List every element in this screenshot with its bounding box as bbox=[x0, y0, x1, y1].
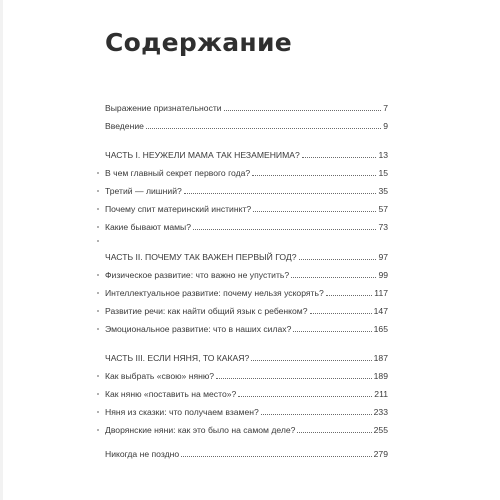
toc-entry-label: Эмоциональное развитие: что в наших силах? bbox=[105, 324, 292, 334]
page-title: Содержание bbox=[105, 28, 293, 57]
bullet-mark bbox=[97, 411, 99, 413]
toc-entry-label: Никогда не поздно bbox=[105, 449, 180, 459]
toc-entry-page: 9 bbox=[383, 121, 388, 131]
dot-leader bbox=[238, 396, 372, 397]
toc-entry-label: Дворянские няни: как это было на самом деле? bbox=[105, 425, 296, 435]
dot-leader bbox=[302, 157, 377, 158]
bullet-mark bbox=[97, 375, 99, 377]
toc-entry-label: Какие бывают мамы? bbox=[105, 222, 191, 232]
toc-entry-label: Почему спит материнский инстинкт? bbox=[105, 204, 252, 214]
toc-entry-page: 279 bbox=[373, 449, 388, 459]
toc-part-3[interactable] bbox=[105, 349, 388, 363]
toc-entry-label: Выражение признательности bbox=[105, 103, 222, 113]
toc-entry-kinds-of-mothers[interactable] bbox=[105, 218, 388, 232]
dot-leader bbox=[193, 229, 376, 230]
toc-entry-page: 7 bbox=[383, 103, 388, 113]
toc-entry-nanny-in-place[interactable] bbox=[105, 385, 388, 399]
toc-entry-intellectual-development[interactable] bbox=[105, 284, 388, 298]
toc-entry-label: ЧАСТЬ I. НЕУЖЕЛИ МАМА ТАК НЕЗАМЕНИМА? bbox=[105, 150, 300, 160]
bullet-mark bbox=[97, 190, 99, 192]
toc-entry-page: 73 bbox=[378, 222, 388, 232]
bullet-mark bbox=[97, 393, 99, 395]
toc-entry-maternal-instinct[interactable] bbox=[105, 200, 388, 214]
toc-entry-page: 117 bbox=[374, 288, 388, 298]
dot-leader bbox=[224, 110, 382, 111]
toc-entry-label: Как выбрать «свою» няню? bbox=[105, 371, 215, 381]
toc-entry-label: Введение bbox=[105, 121, 144, 131]
toc-entry-speech-development[interactable] bbox=[105, 302, 388, 316]
dot-leader bbox=[251, 360, 371, 361]
bullet-mark bbox=[97, 226, 99, 228]
toc-entry-page: 187 bbox=[373, 353, 388, 363]
toc-entry-label: Как няню «поставить на место»? bbox=[105, 389, 237, 399]
dot-leader bbox=[293, 331, 371, 332]
dot-leader bbox=[261, 414, 372, 415]
toc-entry-label: В чем главный секрет первого года? bbox=[105, 168, 251, 178]
toc-entry-emotional-development[interactable] bbox=[105, 320, 388, 334]
toc-entry-page: 99 bbox=[378, 270, 388, 280]
toc-entry-label: Развитие речи: как найти общий язык с ребенком? bbox=[105, 306, 308, 316]
bullet-mark bbox=[97, 328, 99, 330]
toc-entry-page: 97 bbox=[378, 252, 388, 262]
toc-entry-third-extra[interactable] bbox=[105, 182, 388, 196]
toc-entry-page: 15 bbox=[378, 168, 388, 178]
page-spine-shadow bbox=[0, 0, 3, 500]
dot-leader bbox=[252, 175, 376, 176]
dot-leader bbox=[291, 277, 376, 278]
bullet-mark bbox=[97, 274, 99, 276]
toc-entry-label: Няня из сказки: что получаем взамен? bbox=[105, 407, 259, 417]
toc-entry-main-secret[interactable] bbox=[105, 164, 388, 178]
dot-leader bbox=[326, 295, 373, 296]
toc-entry-label: Физическое развитие: что важно не упустить? bbox=[105, 270, 290, 280]
toc-entry-page: 35 bbox=[378, 186, 388, 196]
bullet-mark bbox=[97, 292, 99, 294]
dot-leader bbox=[181, 456, 372, 457]
dot-leader bbox=[216, 378, 372, 379]
bullet-mark bbox=[97, 240, 99, 242]
toc-entry-never-too-late[interactable] bbox=[105, 445, 388, 459]
toc-entry-introduction[interactable] bbox=[105, 117, 388, 131]
bullet-mark bbox=[97, 172, 99, 174]
bullet-mark bbox=[97, 310, 99, 312]
toc-entry-page: 13 bbox=[378, 150, 388, 160]
toc-entry-acknowledgements[interactable] bbox=[105, 99, 388, 113]
toc-entry-label: Интеллектуальное развитие: почему нельзя ускорять? bbox=[105, 288, 324, 298]
toc-entry-noble-nannies[interactable] bbox=[105, 421, 388, 435]
toc-part-2[interactable] bbox=[105, 248, 388, 262]
toc-entry-page: 189 bbox=[373, 371, 388, 381]
bullet-mark bbox=[97, 429, 99, 431]
dot-leader bbox=[253, 211, 376, 212]
bullet-mark bbox=[97, 208, 99, 210]
toc-part-1[interactable] bbox=[105, 146, 388, 160]
toc-entry-choose-nanny[interactable] bbox=[105, 367, 388, 381]
dot-leader bbox=[310, 313, 372, 314]
dot-leader bbox=[297, 432, 371, 433]
toc-entry-page: 147 bbox=[373, 306, 388, 316]
dot-leader bbox=[184, 193, 377, 194]
toc-entry-page: 57 bbox=[378, 204, 388, 214]
toc-entry-label: ЧАСТЬ II. ПОЧЕМУ ТАК ВАЖЕН ПЕРВЫЙ ГОД? bbox=[105, 252, 297, 262]
toc-entry-page: 165 bbox=[373, 324, 388, 334]
toc-entry-label: Третий — лишний? bbox=[105, 186, 182, 196]
toc-entry-label: ЧАСТЬ III. ЕСЛИ НЯНЯ, ТО КАКАЯ? bbox=[105, 353, 250, 363]
toc-entry-page: 255 bbox=[373, 425, 388, 435]
toc-entry-fairytale-nanny[interactable] bbox=[105, 403, 388, 417]
toc-entry-physical-development[interactable] bbox=[105, 266, 388, 280]
dot-leader bbox=[146, 128, 381, 129]
toc-entry-page: 233 bbox=[373, 407, 388, 417]
toc-entry-page: 211 bbox=[374, 389, 388, 399]
dot-leader bbox=[299, 259, 377, 260]
